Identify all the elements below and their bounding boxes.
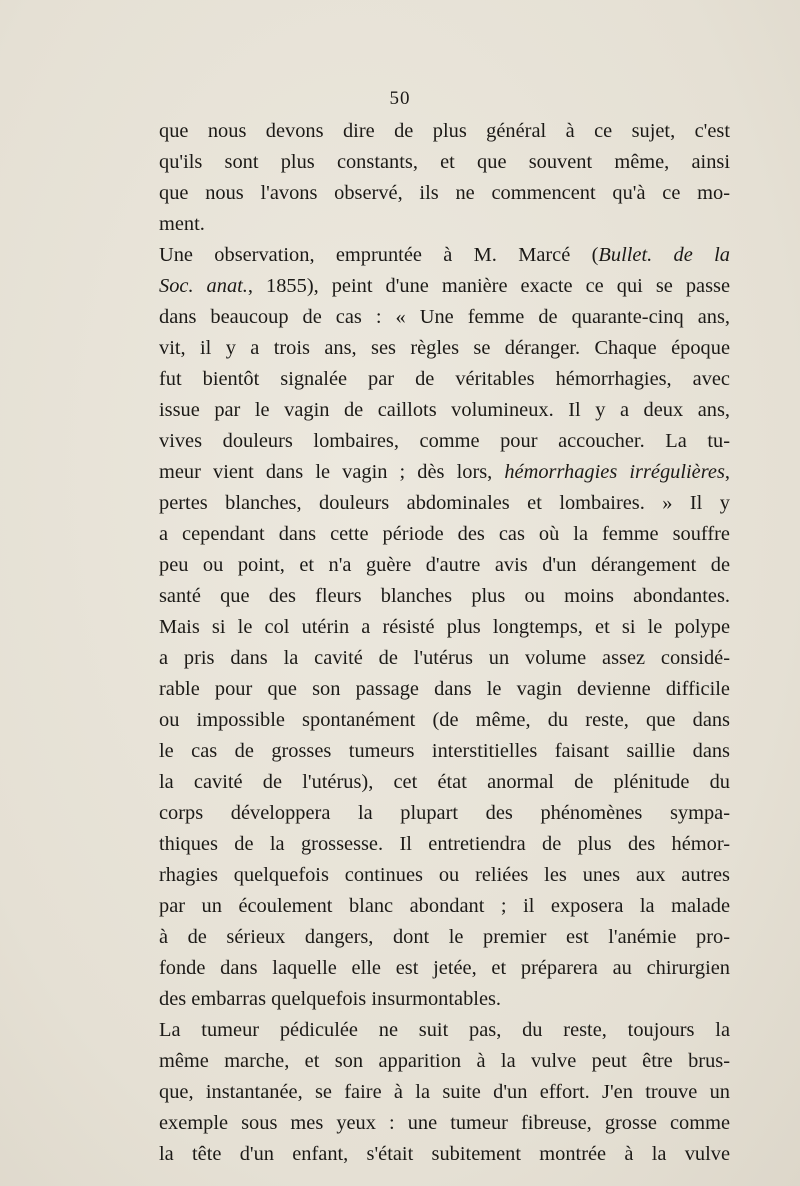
text-line — [159, 1139, 730, 1170]
italic-text: Soc. anat. — [159, 275, 248, 297]
text-line — [159, 333, 730, 364]
text-run: même marche, et son apparition à la vulve peut être brus- — [159, 1050, 730, 1072]
text-run: ment. — [159, 213, 205, 235]
text-line — [159, 550, 730, 581]
text-run: que, instantanée, se faire à la suite d'un effort. J'en trouve un — [159, 1081, 730, 1103]
text-run: la cavité de l'utérus), cet état anormal de plénitude du — [159, 771, 730, 793]
text-run: La tumeur pédiculée ne suit pas, du reste, toujours la — [159, 1019, 730, 1041]
text-run: à de sérieux dangers, dont le premier est l'anémie pro- — [159, 926, 730, 948]
text-line — [159, 674, 730, 705]
text-line — [159, 612, 730, 643]
text-line — [159, 1015, 730, 1046]
text-run: fut bientôt signalée par de véritables hémorrhagies, avec — [159, 368, 730, 390]
text-run: a cependant dans cette période des cas où la femme souffre — [159, 523, 730, 545]
text-run: corps développera la plupart des phénomènes sympa- — [159, 802, 730, 824]
text-run: que nous l'avons observé, ils ne commencent qu'à ce mo- — [159, 182, 730, 204]
text-line — [159, 271, 730, 302]
text-line — [159, 643, 730, 674]
text-line — [159, 488, 730, 519]
text-line — [159, 364, 730, 395]
text-run: meur vient dans le vagin ; dès lors, — [159, 461, 505, 483]
text-line — [159, 1046, 730, 1077]
italic-text: hémorrhagies irrégulières — [504, 461, 725, 483]
text-run: fonde dans laquelle elle est jetée, et préparera au chirurgien — [159, 957, 730, 979]
text-line — [159, 829, 730, 860]
text-line — [159, 922, 730, 953]
text-run: vit, il y a trois ans, ses règles se déranger. Chaque époque — [159, 337, 730, 359]
text-line — [159, 178, 730, 209]
text-run: ou impossible spontanément (de même, du reste, que dans — [159, 709, 730, 731]
text-run: rable pour que son passage dans le vagin devienne difficile — [159, 678, 730, 700]
text-line — [159, 767, 730, 798]
body-text — [159, 116, 730, 1170]
text-line — [159, 519, 730, 550]
text-line — [159, 240, 730, 271]
text-run: , — [724, 461, 730, 483]
text-line — [159, 1108, 730, 1139]
text-run: santé que des fleurs blanches plus ou moins abondantes. — [159, 585, 730, 607]
text-line — [159, 1077, 730, 1108]
text-line — [159, 705, 730, 736]
text-run: qu'ils sont plus constants, et que souvent même, ainsi — [159, 151, 730, 173]
text-line — [159, 147, 730, 178]
text-line — [159, 395, 730, 426]
text-line — [159, 953, 730, 984]
text-run: Une observation, empruntée à M. Marcé ( — [159, 244, 599, 266]
text-line — [159, 860, 730, 891]
text-line — [159, 457, 730, 488]
text-line — [159, 891, 730, 922]
page-number: 50 — [389, 88, 411, 109]
text-line — [159, 736, 730, 767]
text-run: par un écoulement blanc abondant ; il exposera la malade — [159, 895, 730, 917]
text-run: exemple sous mes yeux : une tumeur fibreuse, grosse comme — [159, 1112, 730, 1134]
text-line — [159, 798, 730, 829]
text-line — [159, 116, 730, 147]
text-run: rhagies quelquefois continues ou reliées les unes aux autres — [159, 864, 730, 886]
text-run: peu ou point, et n'a guère d'autre avis d'un dérangement de — [159, 554, 730, 576]
text-run: le cas de grosses tumeurs interstitielles faisant saillie dans — [159, 740, 730, 762]
text-run: Mais si le col utérin a résisté plus longtemps, et si le polype — [159, 616, 730, 638]
text-line — [159, 581, 730, 612]
text-run: des embarras quelquefois insurmontables. — [159, 988, 502, 1010]
text-line — [159, 984, 730, 1015]
text-run: , 1855), peint d'une manière exacte ce qui se passe — [247, 275, 730, 297]
text-line — [159, 426, 730, 457]
text-run: thiques de la grossesse. Il entretiendra de plus des hémor- — [159, 833, 730, 855]
text-run: pertes blanches, douleurs abdominales et lombaires. » Il y — [159, 492, 730, 514]
text-run: que nous devons dire de plus général à ce sujet, c'est — [159, 120, 730, 142]
text-line — [159, 302, 730, 333]
text-run: vives douleurs lombaires, comme pour accoucher. La tu- — [159, 430, 730, 452]
text-line — [159, 209, 730, 240]
text-run: issue par le vagin de caillots volumineux. Il y a deux ans, — [159, 399, 730, 421]
text-run: dans beaucoup de cas : « Une femme de quarante-cinq ans, — [159, 306, 730, 328]
italic-text: Bullet. de la — [598, 244, 730, 266]
text-run: a pris dans la cavité de l'utérus un volume assez considé- — [159, 647, 730, 669]
text-run: la tête d'un enfant, s'était subitement montrée à la vulve — [159, 1143, 730, 1165]
